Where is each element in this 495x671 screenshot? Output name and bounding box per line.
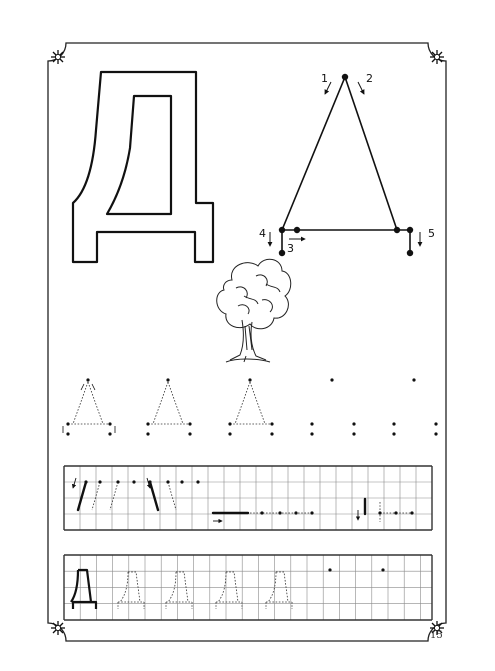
writing-grid-letters xyxy=(64,555,432,620)
stroke-order-diagram xyxy=(259,72,435,256)
traceable-letter xyxy=(228,378,273,435)
corner-ornament-top-left xyxy=(51,50,65,64)
dot-guide xyxy=(310,378,355,435)
stroke-label-3: 3 xyxy=(287,242,294,255)
direction-arrow-icon xyxy=(73,478,358,521)
tree-illustration xyxy=(217,259,291,362)
tracing-row xyxy=(63,378,438,435)
grid-lines xyxy=(64,466,432,530)
stroke-label-4: 4 xyxy=(259,227,266,240)
outlined-letter-de xyxy=(73,72,213,262)
traceable-letter xyxy=(63,378,115,435)
stroke-label-5: 5 xyxy=(428,227,435,240)
writing-grid-elements xyxy=(64,466,432,530)
stroke-label-2: 2 xyxy=(366,72,373,85)
corner-ornament-bottom-left xyxy=(51,621,65,635)
stroke-arrow-icon xyxy=(270,82,420,246)
sample-letter xyxy=(71,570,96,609)
dot-guide xyxy=(392,378,437,435)
page-number: 15 xyxy=(430,630,443,641)
page-frame xyxy=(48,43,446,641)
traceable-letter xyxy=(146,378,191,435)
grid-lines xyxy=(64,555,432,620)
stroke-label-1: 1 xyxy=(321,72,328,85)
corner-ornament-top-right xyxy=(430,50,444,64)
